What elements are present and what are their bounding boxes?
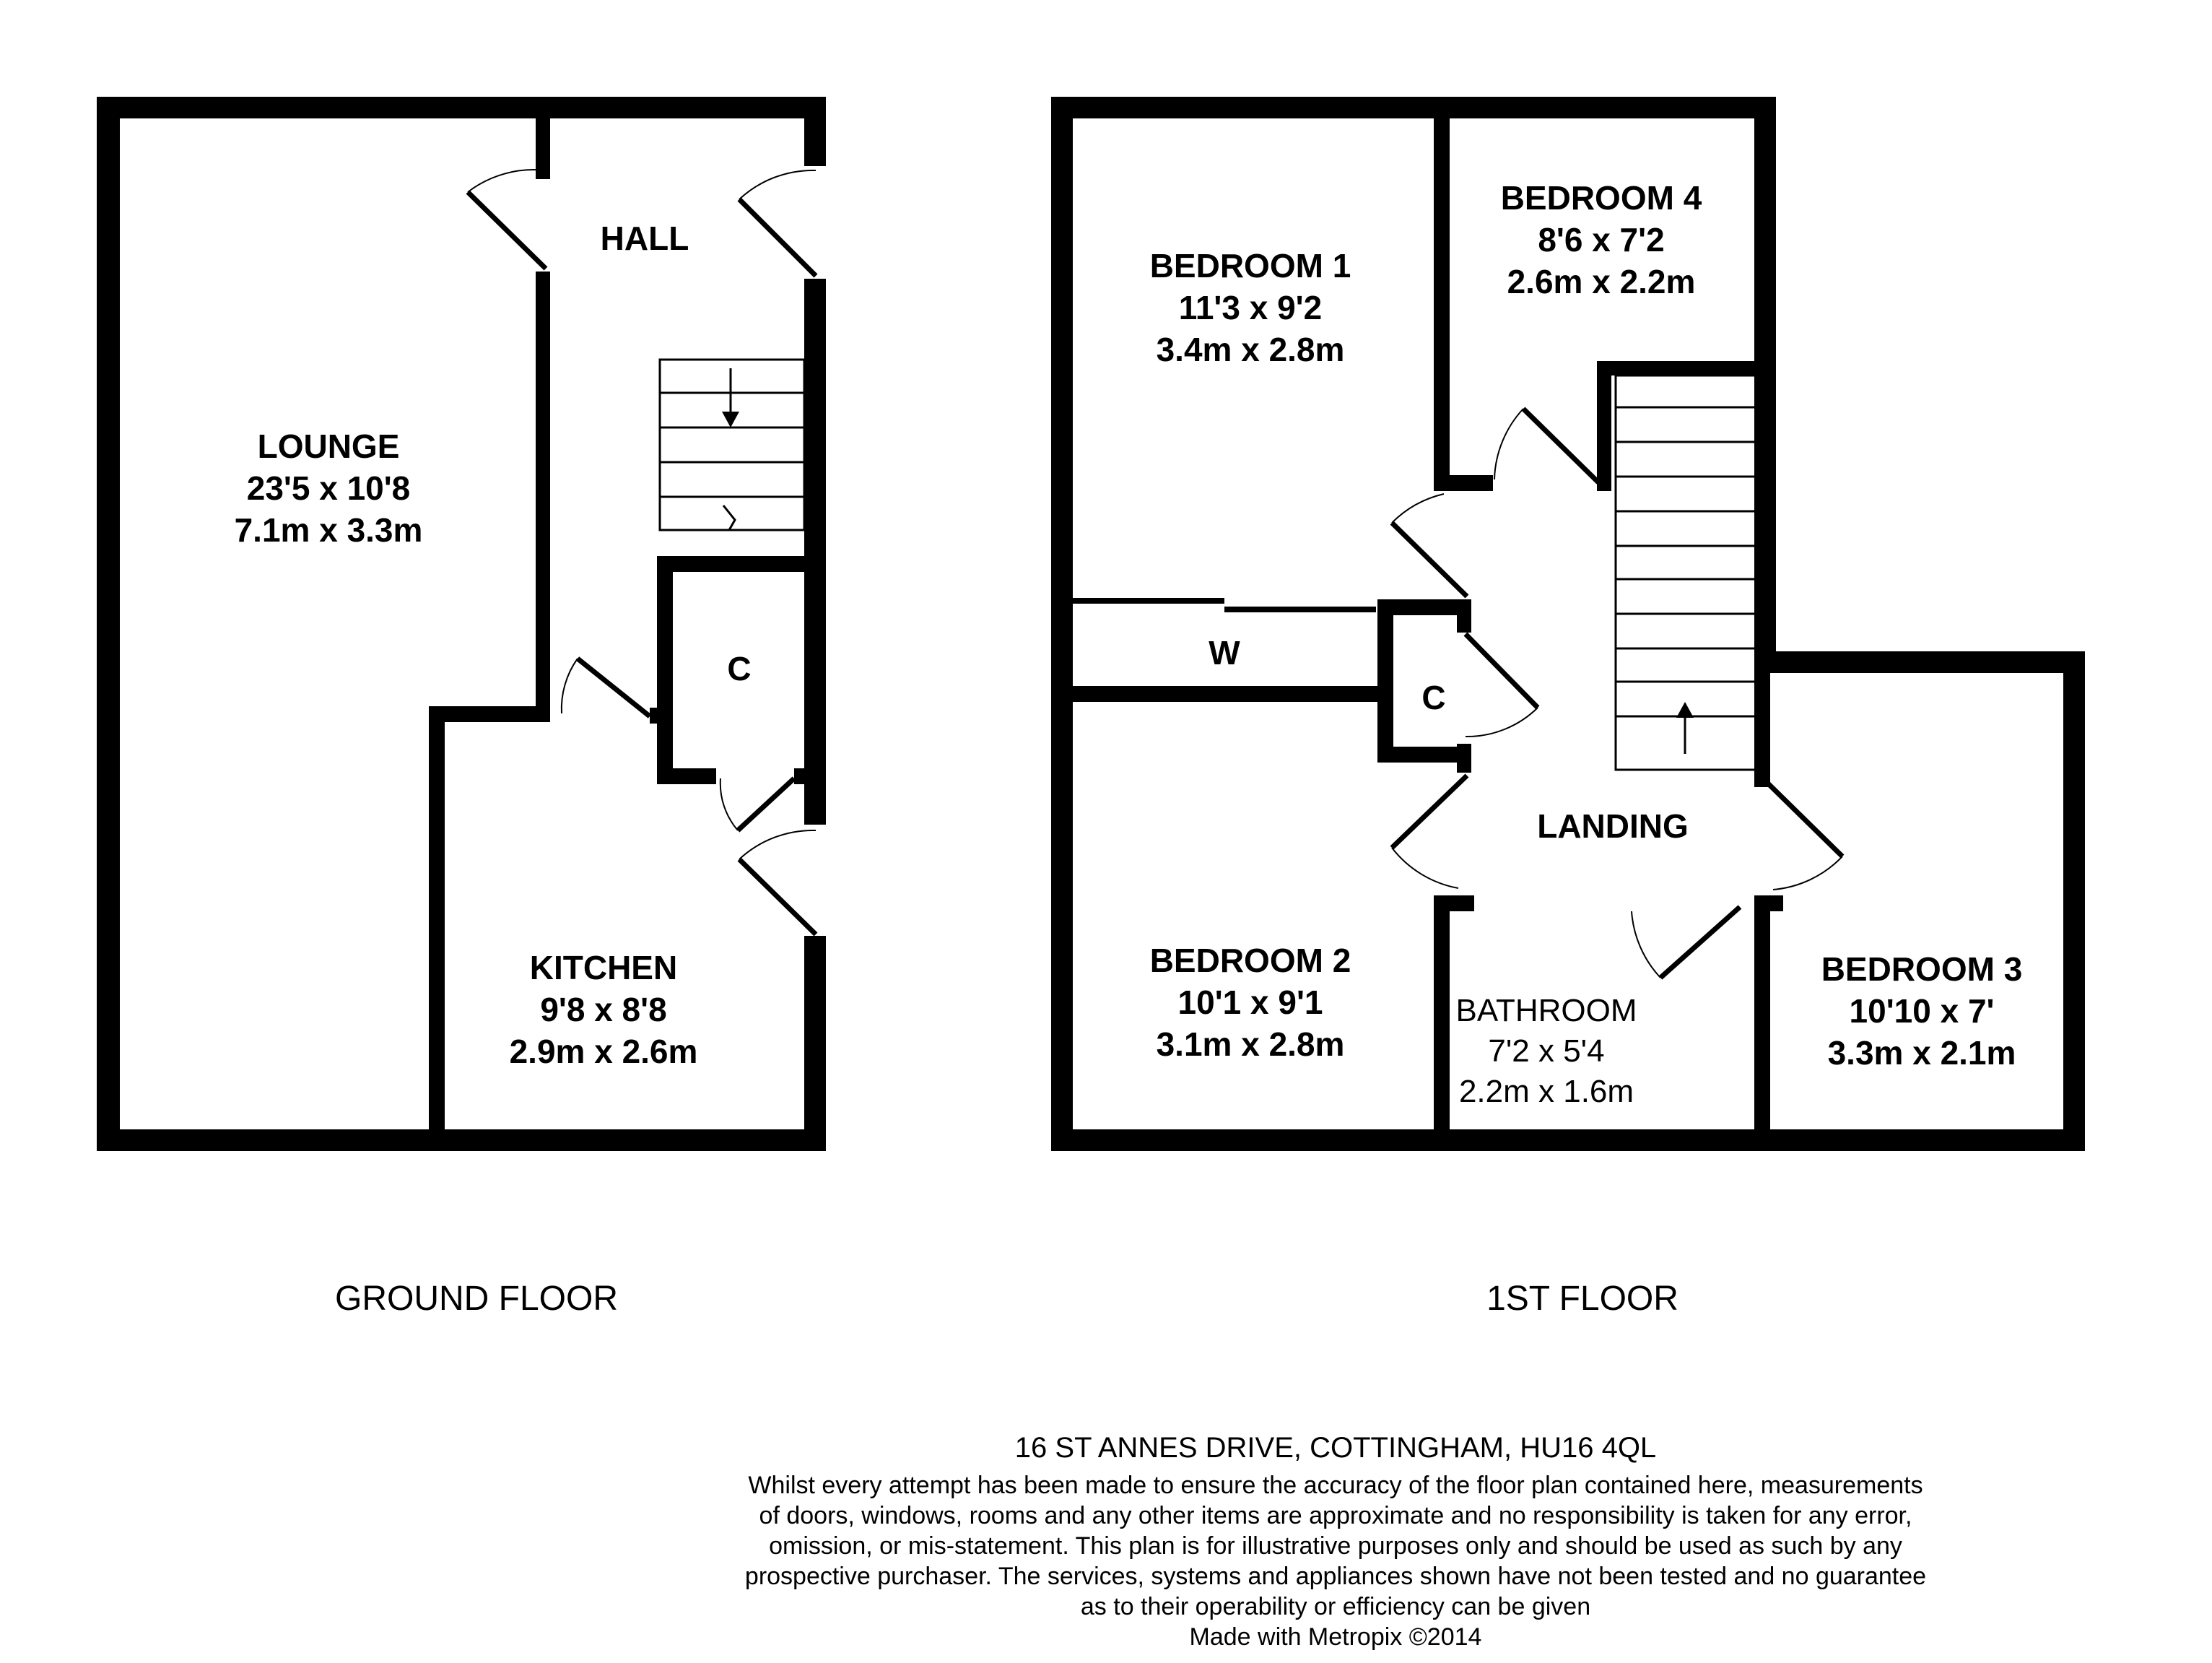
- first-floor-plan: [1051, 97, 2085, 1318]
- bedroom1-metric: 3.4m x 2.8m: [1156, 331, 1345, 368]
- wall: [1051, 1129, 2085, 1151]
- door-swing: [1632, 911, 1660, 978]
- footer: [745, 1432, 1926, 1651]
- kitchen-metric: 2.9m x 2.6m: [509, 1033, 698, 1070]
- wall: [657, 556, 816, 572]
- bedroom1-imperial: 11'3 x 9'2: [1178, 289, 1323, 326]
- wall: [97, 1129, 826, 1151]
- wall: [1051, 97, 1073, 1151]
- wall: [804, 279, 826, 825]
- cupboard-label: C: [1421, 679, 1446, 716]
- wardrobe-door: [1073, 598, 1224, 604]
- door: [1660, 907, 1740, 978]
- wall: [1597, 361, 1611, 491]
- bedroom4-metric: 2.6m x 2.2m: [1507, 263, 1696, 300]
- wall: [1457, 599, 1471, 633]
- door: [1466, 634, 1538, 708]
- staircase: [1616, 375, 1756, 770]
- door-swing: [739, 170, 816, 199]
- kitchen-name: KITCHEN: [529, 949, 678, 986]
- door-swing: [1773, 856, 1842, 890]
- door-swing: [562, 659, 578, 713]
- wall: [2063, 651, 2085, 1151]
- cupboard-label: C: [727, 650, 752, 687]
- wall: [1754, 895, 1770, 1141]
- wall: [1073, 686, 1382, 702]
- bedroom2-imperial: 10'1 x 9'1: [1177, 984, 1323, 1021]
- wall: [429, 706, 550, 722]
- door: [1767, 783, 1842, 856]
- hall-name: HALL: [600, 220, 689, 257]
- ground-floor-title: GROUND FLOOR: [334, 1280, 619, 1318]
- wall: [1377, 599, 1393, 763]
- disclaimer-line: omission, or mis-statement. This plan is for illustrative purposes only and should be used as such by any: [769, 1532, 1902, 1560]
- bedroom2-metric: 3.1m x 2.8m: [1156, 1025, 1345, 1063]
- metropix-credit: Made with Metropix ©2014: [1189, 1623, 1482, 1651]
- disclaimer-line: of doors, windows, rooms and any other items are approximate and no responsibility is taken for any error,: [759, 1502, 1912, 1529]
- door: [738, 778, 794, 830]
- wall: [536, 272, 550, 711]
- lounge-metric: 7.1m x 3.3m: [234, 511, 423, 549]
- door: [578, 659, 650, 716]
- bedroom3-name: BEDROOM 3: [1821, 950, 2023, 988]
- wardrobe-door: [1224, 607, 1376, 612]
- door: [1392, 776, 1467, 848]
- property-address: 16 ST ANNES DRIVE, COTTINGHAM, HU16 4QL: [1014, 1432, 1657, 1464]
- wall: [1434, 895, 1450, 1141]
- door-swing: [1466, 708, 1538, 737]
- door-swing: [720, 778, 738, 830]
- door-swing: [739, 830, 816, 859]
- wall: [1434, 118, 1450, 484]
- wall: [1377, 747, 1467, 763]
- ground-floor-plan: [97, 97, 826, 1318]
- wall: [1051, 97, 1776, 118]
- door-swing: [1494, 409, 1523, 479]
- bathroom-imperial: 7'2 x 5'4: [1488, 1033, 1605, 1069]
- lounge-name: LOUNGE: [257, 427, 400, 465]
- door: [1392, 523, 1467, 596]
- bedroom1-name: BEDROOM 1: [1149, 247, 1351, 285]
- bedroom2-name: BEDROOM 2: [1149, 942, 1351, 979]
- wall: [794, 768, 816, 784]
- wall: [429, 706, 445, 1139]
- wall: [804, 97, 826, 166]
- first-floor-title: 1ST FLOOR: [1486, 1280, 1678, 1318]
- bedroom4-name: BEDROOM 4: [1500, 179, 1702, 217]
- lounge-imperial: 23'5 x 10'8: [246, 469, 411, 507]
- bedroom3-imperial: 10'10 x 7': [1849, 992, 1995, 1030]
- wall: [97, 97, 826, 118]
- disclaimer-line: as to their operability or efficiency can be given: [1080, 1593, 1591, 1620]
- door: [468, 192, 546, 269]
- disclaimer-line: prospective purchaser. The services, systems and appliances shown have not been tested and no guarantee: [744, 1563, 1927, 1590]
- bathroom-name: BATHROOM: [1455, 993, 1637, 1028]
- wall: [97, 97, 120, 1151]
- wall: [804, 936, 826, 1151]
- wall: [1457, 744, 1471, 773]
- kitchen-imperial: 9'8 x 8'8: [540, 991, 667, 1028]
- bathroom-metric: 2.2m x 1.6m: [1458, 1074, 1634, 1109]
- door-swing: [1392, 494, 1444, 523]
- wall: [650, 708, 673, 724]
- wall: [1754, 651, 2085, 673]
- door-swing: [468, 170, 546, 192]
- bedroom3-metric: 3.3m x 2.1m: [1827, 1034, 2016, 1072]
- bedroom4-imperial: 8'6 x 7'2: [1538, 221, 1665, 259]
- wall: [1597, 361, 1763, 375]
- landing-name: LANDING: [1537, 807, 1689, 845]
- door-swing: [1392, 848, 1458, 888]
- wall: [1434, 475, 1493, 491]
- wall: [657, 768, 716, 784]
- wall: [657, 556, 673, 781]
- door: [1523, 409, 1598, 482]
- staircase: [660, 360, 804, 530]
- door: [739, 199, 816, 276]
- disclaimer-line: Whilst every attempt has been made to ensure the accuracy of the floor plan contained here, measurements: [748, 1472, 1923, 1499]
- wardrobe-label: W: [1209, 634, 1240, 672]
- door: [739, 859, 816, 934]
